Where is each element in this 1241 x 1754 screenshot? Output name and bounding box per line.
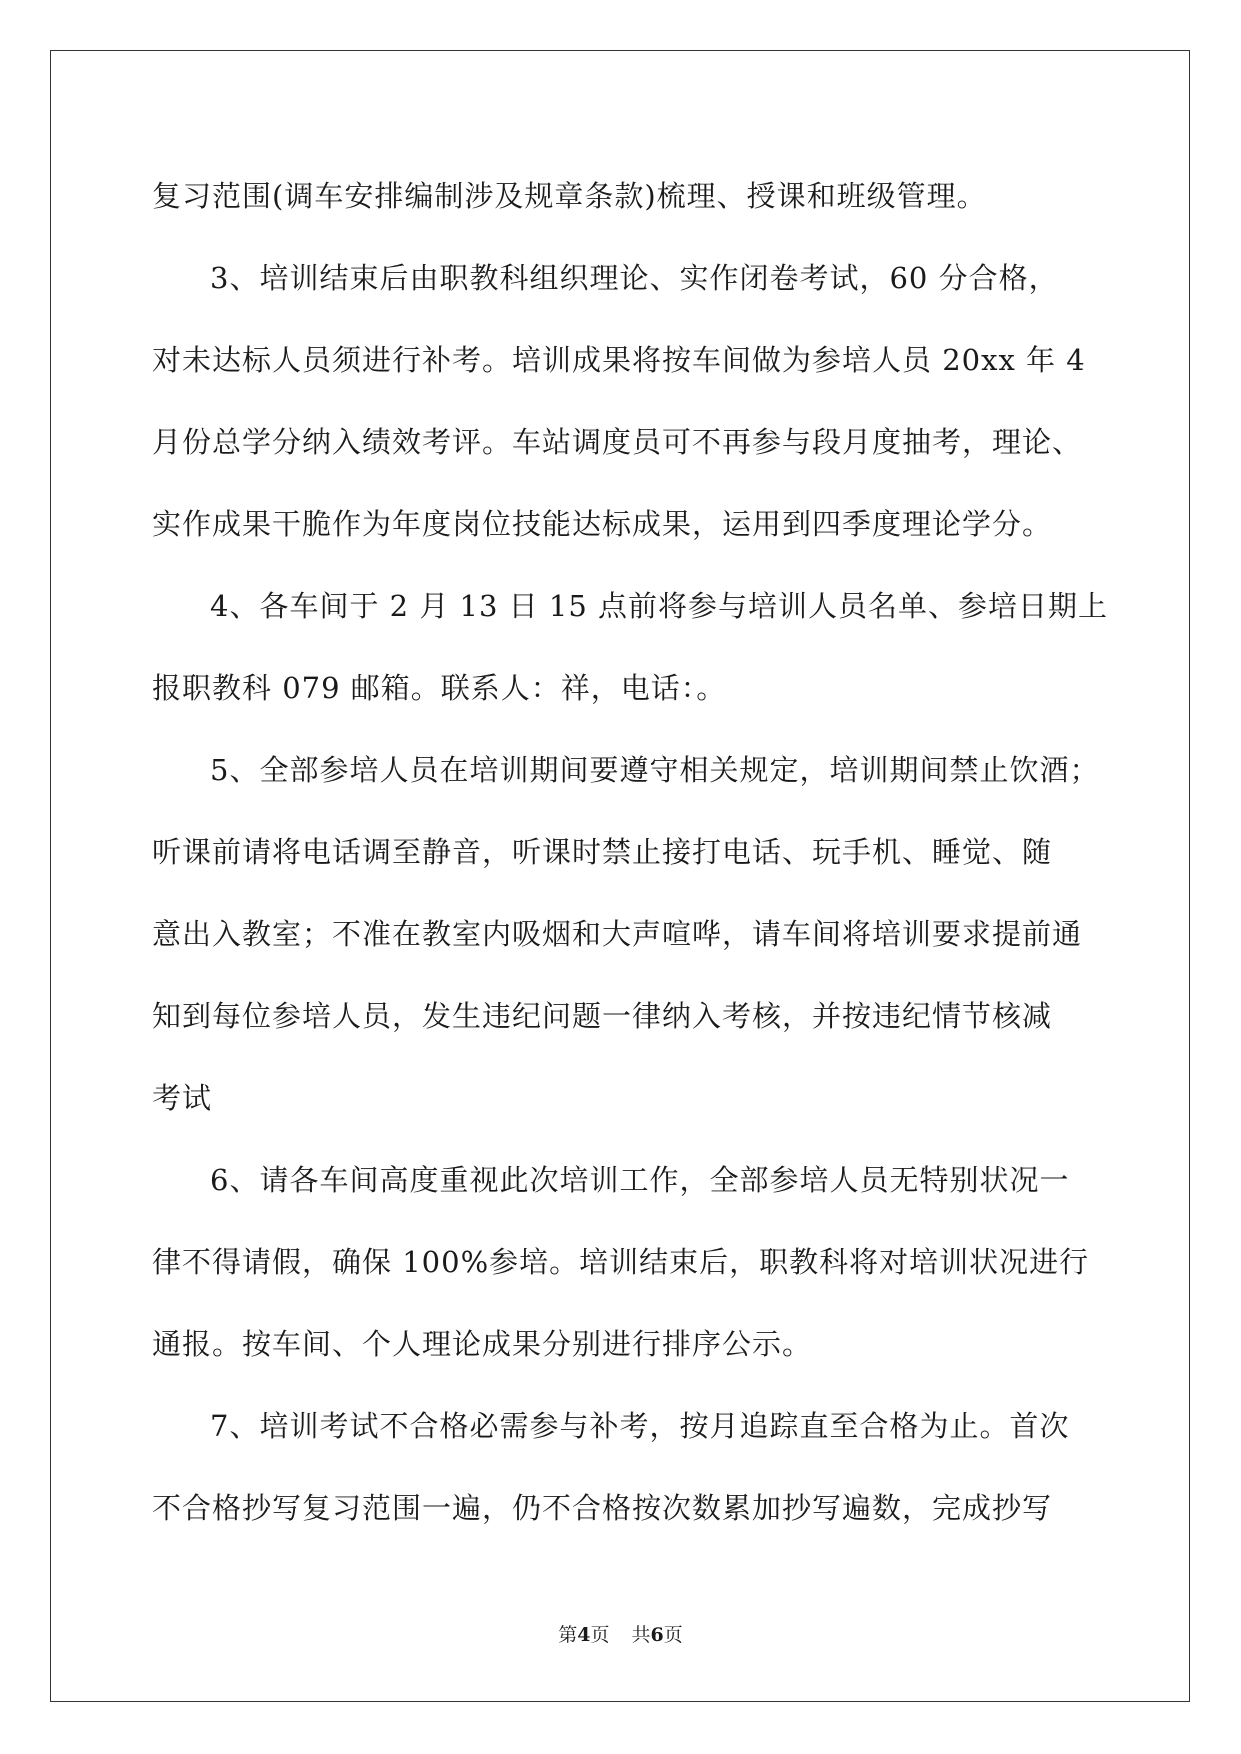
text-line: 报职教科 079 邮箱。联系人：祥，电话：。 [152, 671, 727, 705]
text-line: 知到每位参培人员，发生违纪问题一律纳入考核，并按违纪情节核减 [152, 999, 1053, 1033]
paragraph-item-6 [152, 1139, 1092, 1385]
paragraph-item-7 [152, 1385, 1092, 1549]
text-line: 7、培训考试不合格必需参与补考，按月追踪直至合格为止。首次 [210, 1409, 1070, 1443]
page-number: 第4页 [558, 1624, 610, 1646]
paragraph-item-5 [152, 729, 1100, 1139]
page-total: 共6页 [631, 1624, 683, 1646]
text-line: 通报。按车间、个人理论成果分别进行排序公示。 [152, 1327, 813, 1361]
text-line: 考试 [152, 1081, 213, 1115]
document-body [152, 155, 1109, 1549]
text-line: 复习范围(调车安排编制涉及规章条款)梳理、授课和班级管理。 [152, 179, 987, 213]
text-line: 4、各车间于 2 月 13 日 15 点前将参与培训人员名单、参培日期上 [210, 589, 1109, 623]
paragraph-item-4 [152, 565, 1109, 729]
text-line: 不合格抄写复习范围一遍，仍不合格按次数累加抄写遍数，完成抄写 [152, 1491, 1053, 1525]
page-footer [0, 1620, 1241, 1647]
text-line: 意出入教室；不准在教室内吸烟和大声喧哗，请车间将培训要求提前通 [152, 917, 1083, 951]
text-line: 听课前请将电话调至静音，听课时禁止接打电话、玩手机、睡觉、随 [152, 835, 1053, 869]
paragraph-scope [152, 155, 1092, 237]
text-line: 月份总学分纳入绩效考评。车站调度员可不再参与段月度抽考，理论、 [152, 425, 1083, 459]
paragraph-item-3 [152, 237, 1092, 565]
text-line: 律不得请假，确保 100%参培。培训结束后，职教科将对培训状况进行 [152, 1245, 1090, 1279]
text-line: 5、全部参培人员在培训期间要遵守相关规定，培训期间禁止饮酒； [210, 753, 1100, 787]
text-line: 实作成果干脆作为年度岗位技能达标成果，运用到四季度理论学分。 [152, 507, 1053, 541]
text-line: 对未达标人员须进行补考。培训成果将按车间做为参培人员 20xx 年 4 [152, 343, 1086, 377]
text-line: 6、请各车间高度重视此次培训工作，全部参培人员无特别状况一 [210, 1163, 1070, 1197]
text-line: 3、培训结束后由职教科组织理论、实作闭卷考试，60 分合格， [210, 261, 1059, 295]
